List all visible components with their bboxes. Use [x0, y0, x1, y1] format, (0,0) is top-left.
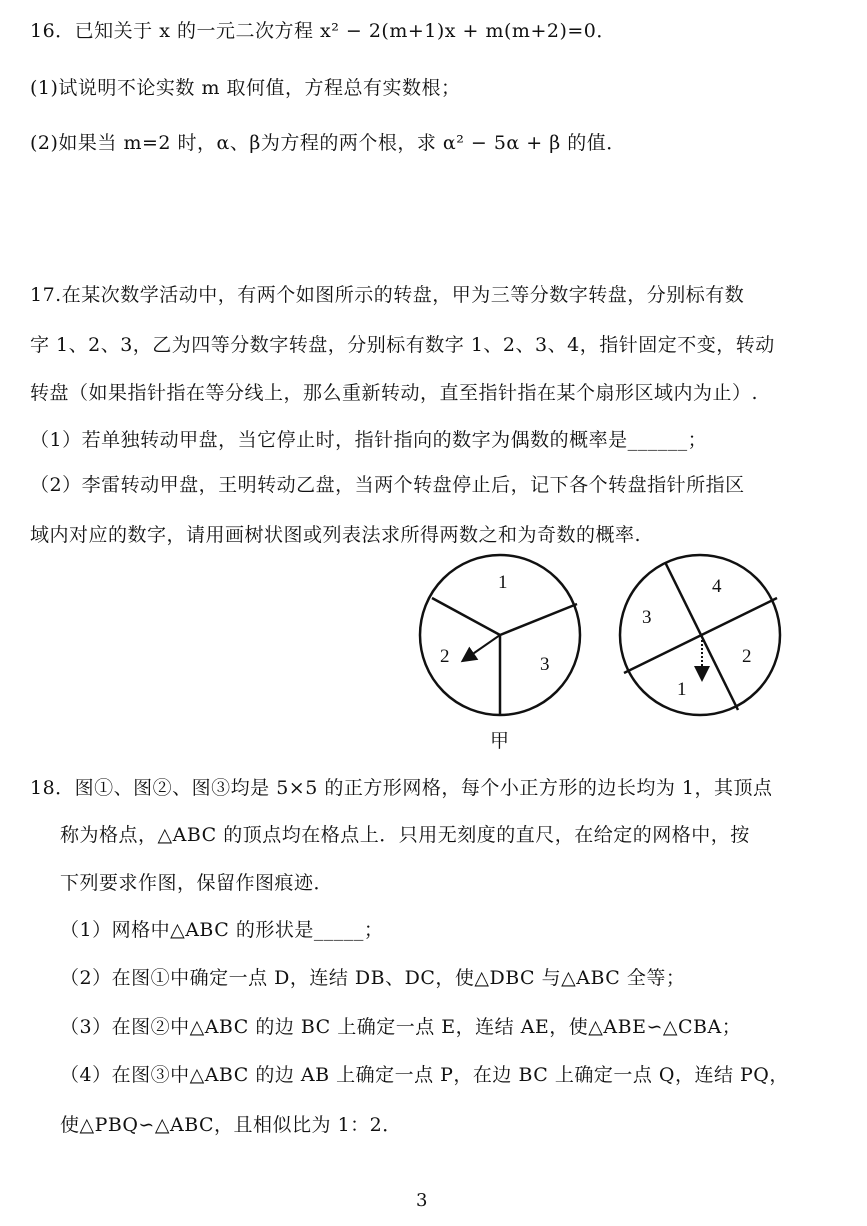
spinner-yi-label-4: 4 [712, 576, 722, 597]
spinner-yi-label-3: 3 [642, 607, 652, 628]
q17-line1: 17.在某次数学活动中，有两个如图所示的转盘，甲为三等分数字转盘，分别标有数 [30, 284, 745, 306]
spinners-figure [0, 550, 867, 770]
q17-part2a: （2）李雷转动甲盘，王明转动乙盘，当两个转盘停止后，记下各个转盘指针所指区 [30, 474, 745, 496]
q17-part1: （1）若单独转动甲盘，当它停止时，指针指向的数字为偶数的概率是______； [30, 429, 708, 451]
spinner-yi-label-2: 2 [742, 646, 752, 667]
q18-line1: 18．图①、图②、图③均是 5×5 的正方形网格，每个小正方形的边长均为 1，其顶点 [30, 777, 773, 799]
q17-part2b: 域内对应的数字，请用画树状图或列表法求所得两数之和为奇数的概率. [30, 524, 642, 546]
q18-line3: 下列要求作图，保留作图痕迹． [60, 872, 334, 894]
spinner-jia-label-1: 1 [498, 572, 508, 593]
q18-part4a: （4）在图③中△ABC 的边 AB 上确定一点 P，在边 BC 上确定一点 Q，连结 PQ， [60, 1064, 789, 1086]
spinner-jia-label-2: 2 [440, 646, 450, 667]
q17-line3: 转盘（如果指针指在等分线上，那么重新转动，直至指针指在某个扇形区域内为止）. [30, 382, 759, 404]
q18-part4b: 使△PBQ∽△ABC，且相似比为 1：2． [60, 1114, 402, 1136]
spinner-jia-pointer [464, 635, 500, 660]
spinner-jia-divider-2 [500, 604, 577, 635]
spinner-jia-label-3: 3 [540, 654, 550, 675]
spinner-yi-label-1: 1 [677, 679, 687, 700]
q18-part2: （2）在图①中确定一点 D，连结 DB、DC，使△DBC 与△ABC 全等； [60, 967, 686, 989]
spinner-jia-caption: 甲 [490, 731, 510, 752]
page-number: 3 [416, 1190, 428, 1211]
q18-line2: 称为格点，△ABC 的顶点均在格点上．只用无刻度的直尺，在给定的网格中，按 [60, 824, 750, 846]
spinner-yi [620, 555, 780, 715]
q16-stem: 16．已知关于 x 的一元二次方程 x² − 2(m+1)x + m(m+2)=0． [30, 20, 616, 42]
q18-part3: （3）在图②中△ABC 的边 BC 上确定一点 E，连结 AE，使△ABE∽△CBA； [60, 1016, 742, 1038]
spinner-jia [420, 555, 580, 752]
q18-part1: （1）网格中△ABC 的形状是_____； [60, 919, 384, 941]
q16-part2: (2)如果当 m=2 时，α、β为方程的两个根，求 α² − 5α + β 的值． [30, 132, 626, 154]
q16-part1: (1)试说明不论实数 m 取何值，方程总有实数根； [30, 77, 461, 99]
spinner-jia-divider-1 [432, 598, 500, 635]
q17-line2: 字 1、2、3，乙为四等分数字转盘，分别标有数字 1、2、3、4，指针固定不变，转动 [30, 334, 775, 356]
